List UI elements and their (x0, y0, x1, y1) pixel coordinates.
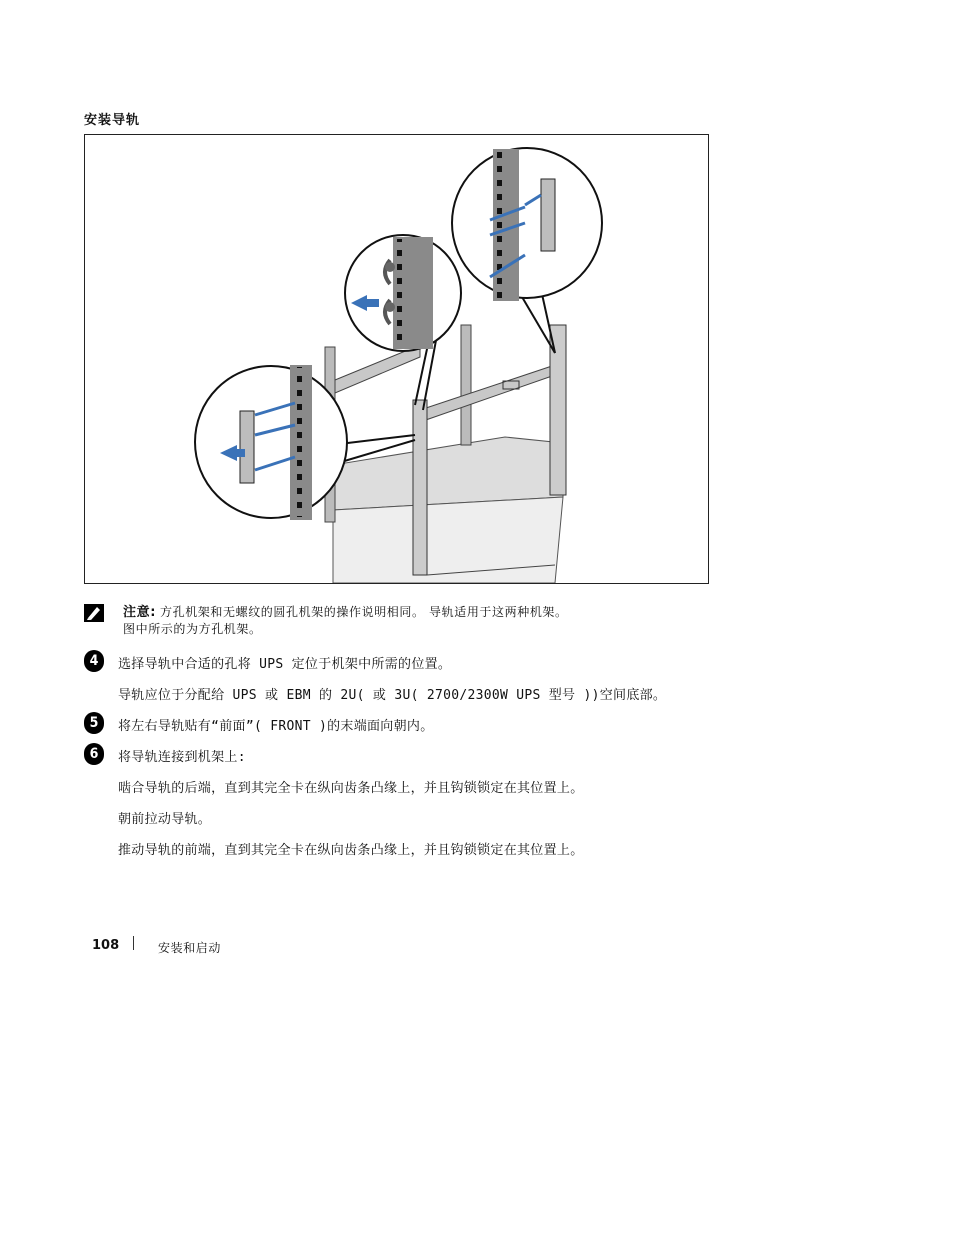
footer-divider (133, 936, 134, 950)
note-pencil-icon (84, 604, 104, 622)
note-line-1: 方孔机架和无螺纹的圆孔机架的操作说明相同。 导轨适用于这两种机架。 (160, 605, 568, 619)
section-title: 安装导轨 (84, 113, 141, 128)
note-line-2: 图中所示的为方孔机架。 (123, 622, 262, 636)
step-6-text: 将导轨连接到机架上: (118, 750, 246, 765)
step-number-6: 6 (84, 743, 104, 765)
step-4-text: 选择导轨中合适的孔将 UPS 定位于机架中所需的位置。 (118, 657, 452, 672)
step-6-substep-3: 推动导轨的前端，直到其完全卡在纵向齿条凸缘上，并且钩锁锁定在其位置上。 (118, 843, 584, 858)
step-number-4: 4 (84, 650, 104, 672)
rail-installation-figure (84, 134, 709, 584)
rack-illustration (85, 135, 708, 583)
step-4-detail: 导轨应位于分配给 UPS 或 EBM 的 2U( 或 3U( 2700/2300W UPS 型号 ))空间底部。 (118, 688, 667, 703)
note-block (123, 604, 568, 638)
step-5-text: 将左右导轨贴有“前面”( FRONT )的末端面向朝内。 (118, 719, 434, 734)
step-6-substep-1: 啮合导轨的后端，直到其完全卡在纵向齿条凸缘上，并且钩锁锁定在其位置上。 (118, 781, 584, 796)
note-label: 注意: (123, 605, 156, 620)
page-number: 108 (92, 938, 120, 953)
step-6-substep-2: 朝前拉动导轨。 (118, 812, 212, 827)
footer-section-title: 安装和启动 (158, 941, 222, 955)
step-number-5: 5 (84, 712, 104, 734)
